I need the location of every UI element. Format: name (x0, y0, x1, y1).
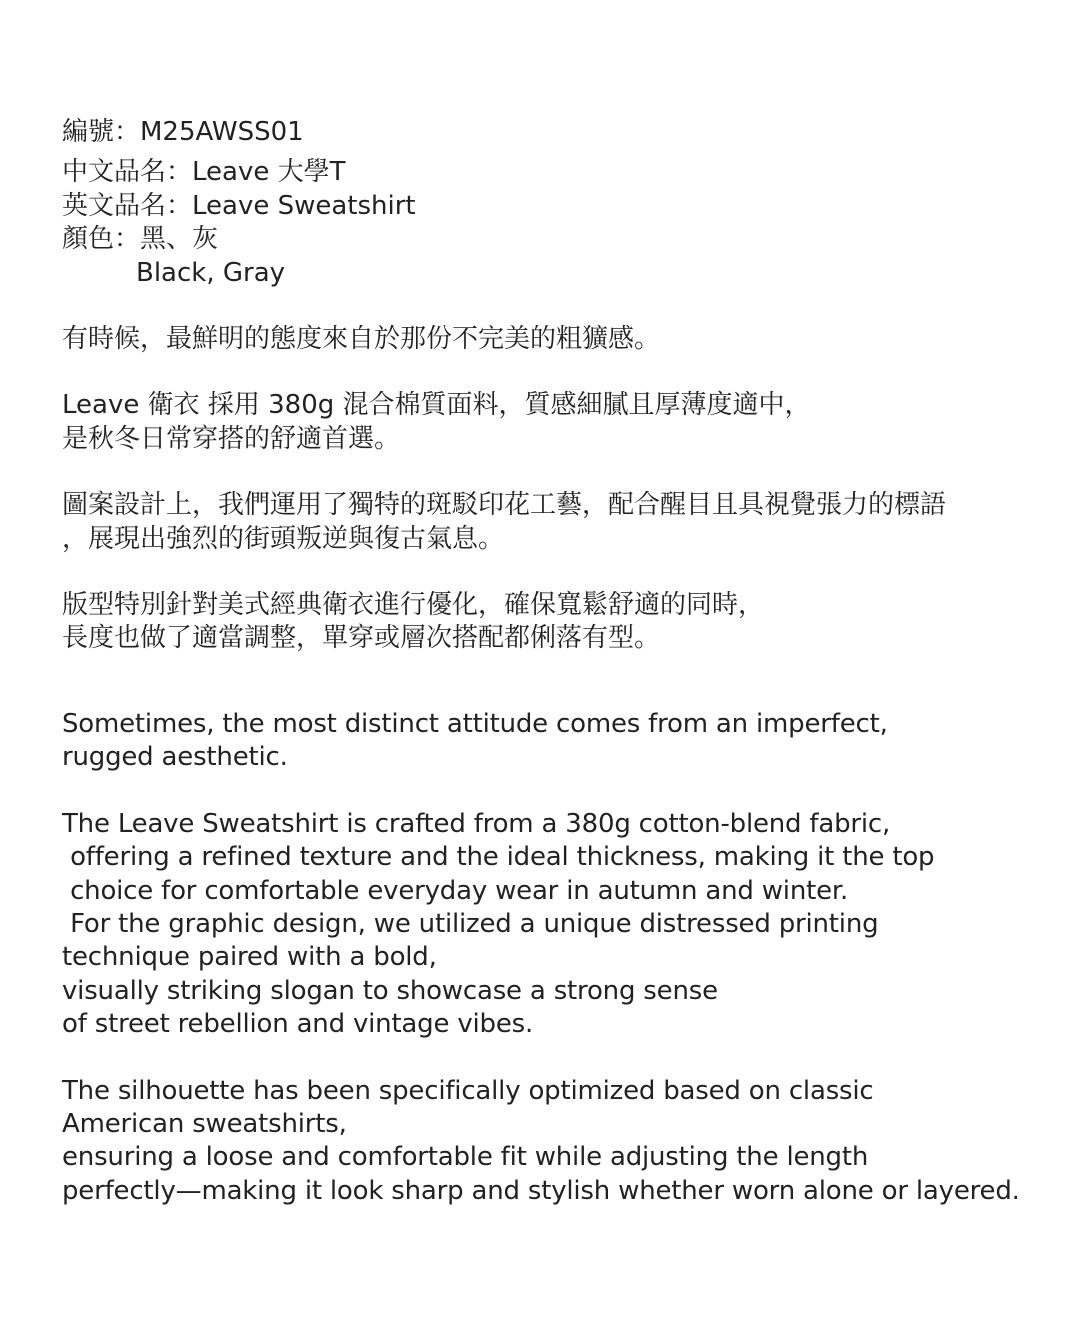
en-intro-line: Sometimes, the most distinct attitude comes from an imperfect, (62, 708, 888, 739)
en-body-line: technique paired with a bold, (62, 942, 437, 973)
chinese-description (62, 323, 1052, 656)
en-body-line: visually striking slogan to showcase a strong sense (62, 975, 718, 1006)
product-colors: 顏色：黑、灰 (62, 224, 219, 255)
product-colors-english: Black, Gray (136, 257, 286, 288)
spacer (62, 775, 1052, 808)
english-description (62, 708, 1052, 1208)
spacer (62, 356, 1052, 389)
zh-fabric-line: Leave 衛衣 採用 380g 混合棉質面料，質感細膩且厚薄度適中， (62, 390, 811, 421)
en-fit-line: American sweatshirts, (62, 1108, 347, 1139)
product-code: 編號：M25AWSS01 (62, 117, 304, 147)
en-body-line: of street rebellion and vintage vibes. (62, 1009, 534, 1040)
zh-design-line: ，展現出強烈的街頭叛逆與復古氣息。 (62, 523, 505, 554)
en-body-line: The Leave Sweatshirt is crafted from a 380g cotton-blend fabric, (62, 808, 891, 839)
spacer (62, 656, 1052, 708)
spacer (62, 556, 1052, 589)
en-fit-line: The silhouette has been specifically optimized based on classic (62, 1075, 874, 1106)
en-body-line: For the graphic design, we utilized a unique distressed printing (62, 908, 879, 939)
spacer (62, 456, 1052, 489)
product-description (62, 116, 1052, 1208)
en-body-line: offering a refined texture and the ideal thickness, making it the top (62, 842, 935, 873)
zh-fabric-paragraph (62, 389, 1052, 456)
zh-fit-line: 長度也做了適當調整，單穿或層次搭配都俐落有型。 (62, 623, 661, 654)
english-product-name: 英文品名：Leave Sweatshirt (62, 190, 416, 221)
spacer (62, 1042, 1052, 1075)
chinese-product-name: 中文品名：Leave 大學T (62, 157, 346, 188)
zh-design-line: 圖案設計上，我們運用了獨特的斑駁印花工藝，配合醒目且具視覺張力的標語 (62, 490, 947, 521)
zh-fabric-line: 是秋冬日常穿搭的舒適首選。 (62, 423, 401, 454)
en-body-paragraph (62, 808, 1052, 1042)
zh-fit-line: 版型特別針對美式經典衛衣進行優化，確保寬鬆舒適的同時， (62, 590, 765, 621)
spacer (62, 290, 1052, 323)
product-spec (62, 116, 1052, 290)
en-fit-line: perfectly—making it look sharp and stylish whether worn alone or layered. (62, 1175, 1020, 1206)
en-fit-line: ensuring a loose and comfortable fit while adjusting the length (62, 1142, 869, 1173)
en-fit-paragraph (62, 1075, 1052, 1209)
en-intro-paragraph (62, 708, 1052, 775)
zh-intro-paragraph: 有時候，最鮮明的態度來自於那份不完美的粗獷感。 (62, 324, 661, 355)
en-body-line: choice for comfortable everyday wear in autumn and winter. (62, 875, 849, 906)
en-intro-line: rugged aesthetic. (62, 742, 288, 773)
zh-fit-paragraph (62, 589, 1052, 656)
zh-design-paragraph (62, 489, 1052, 556)
